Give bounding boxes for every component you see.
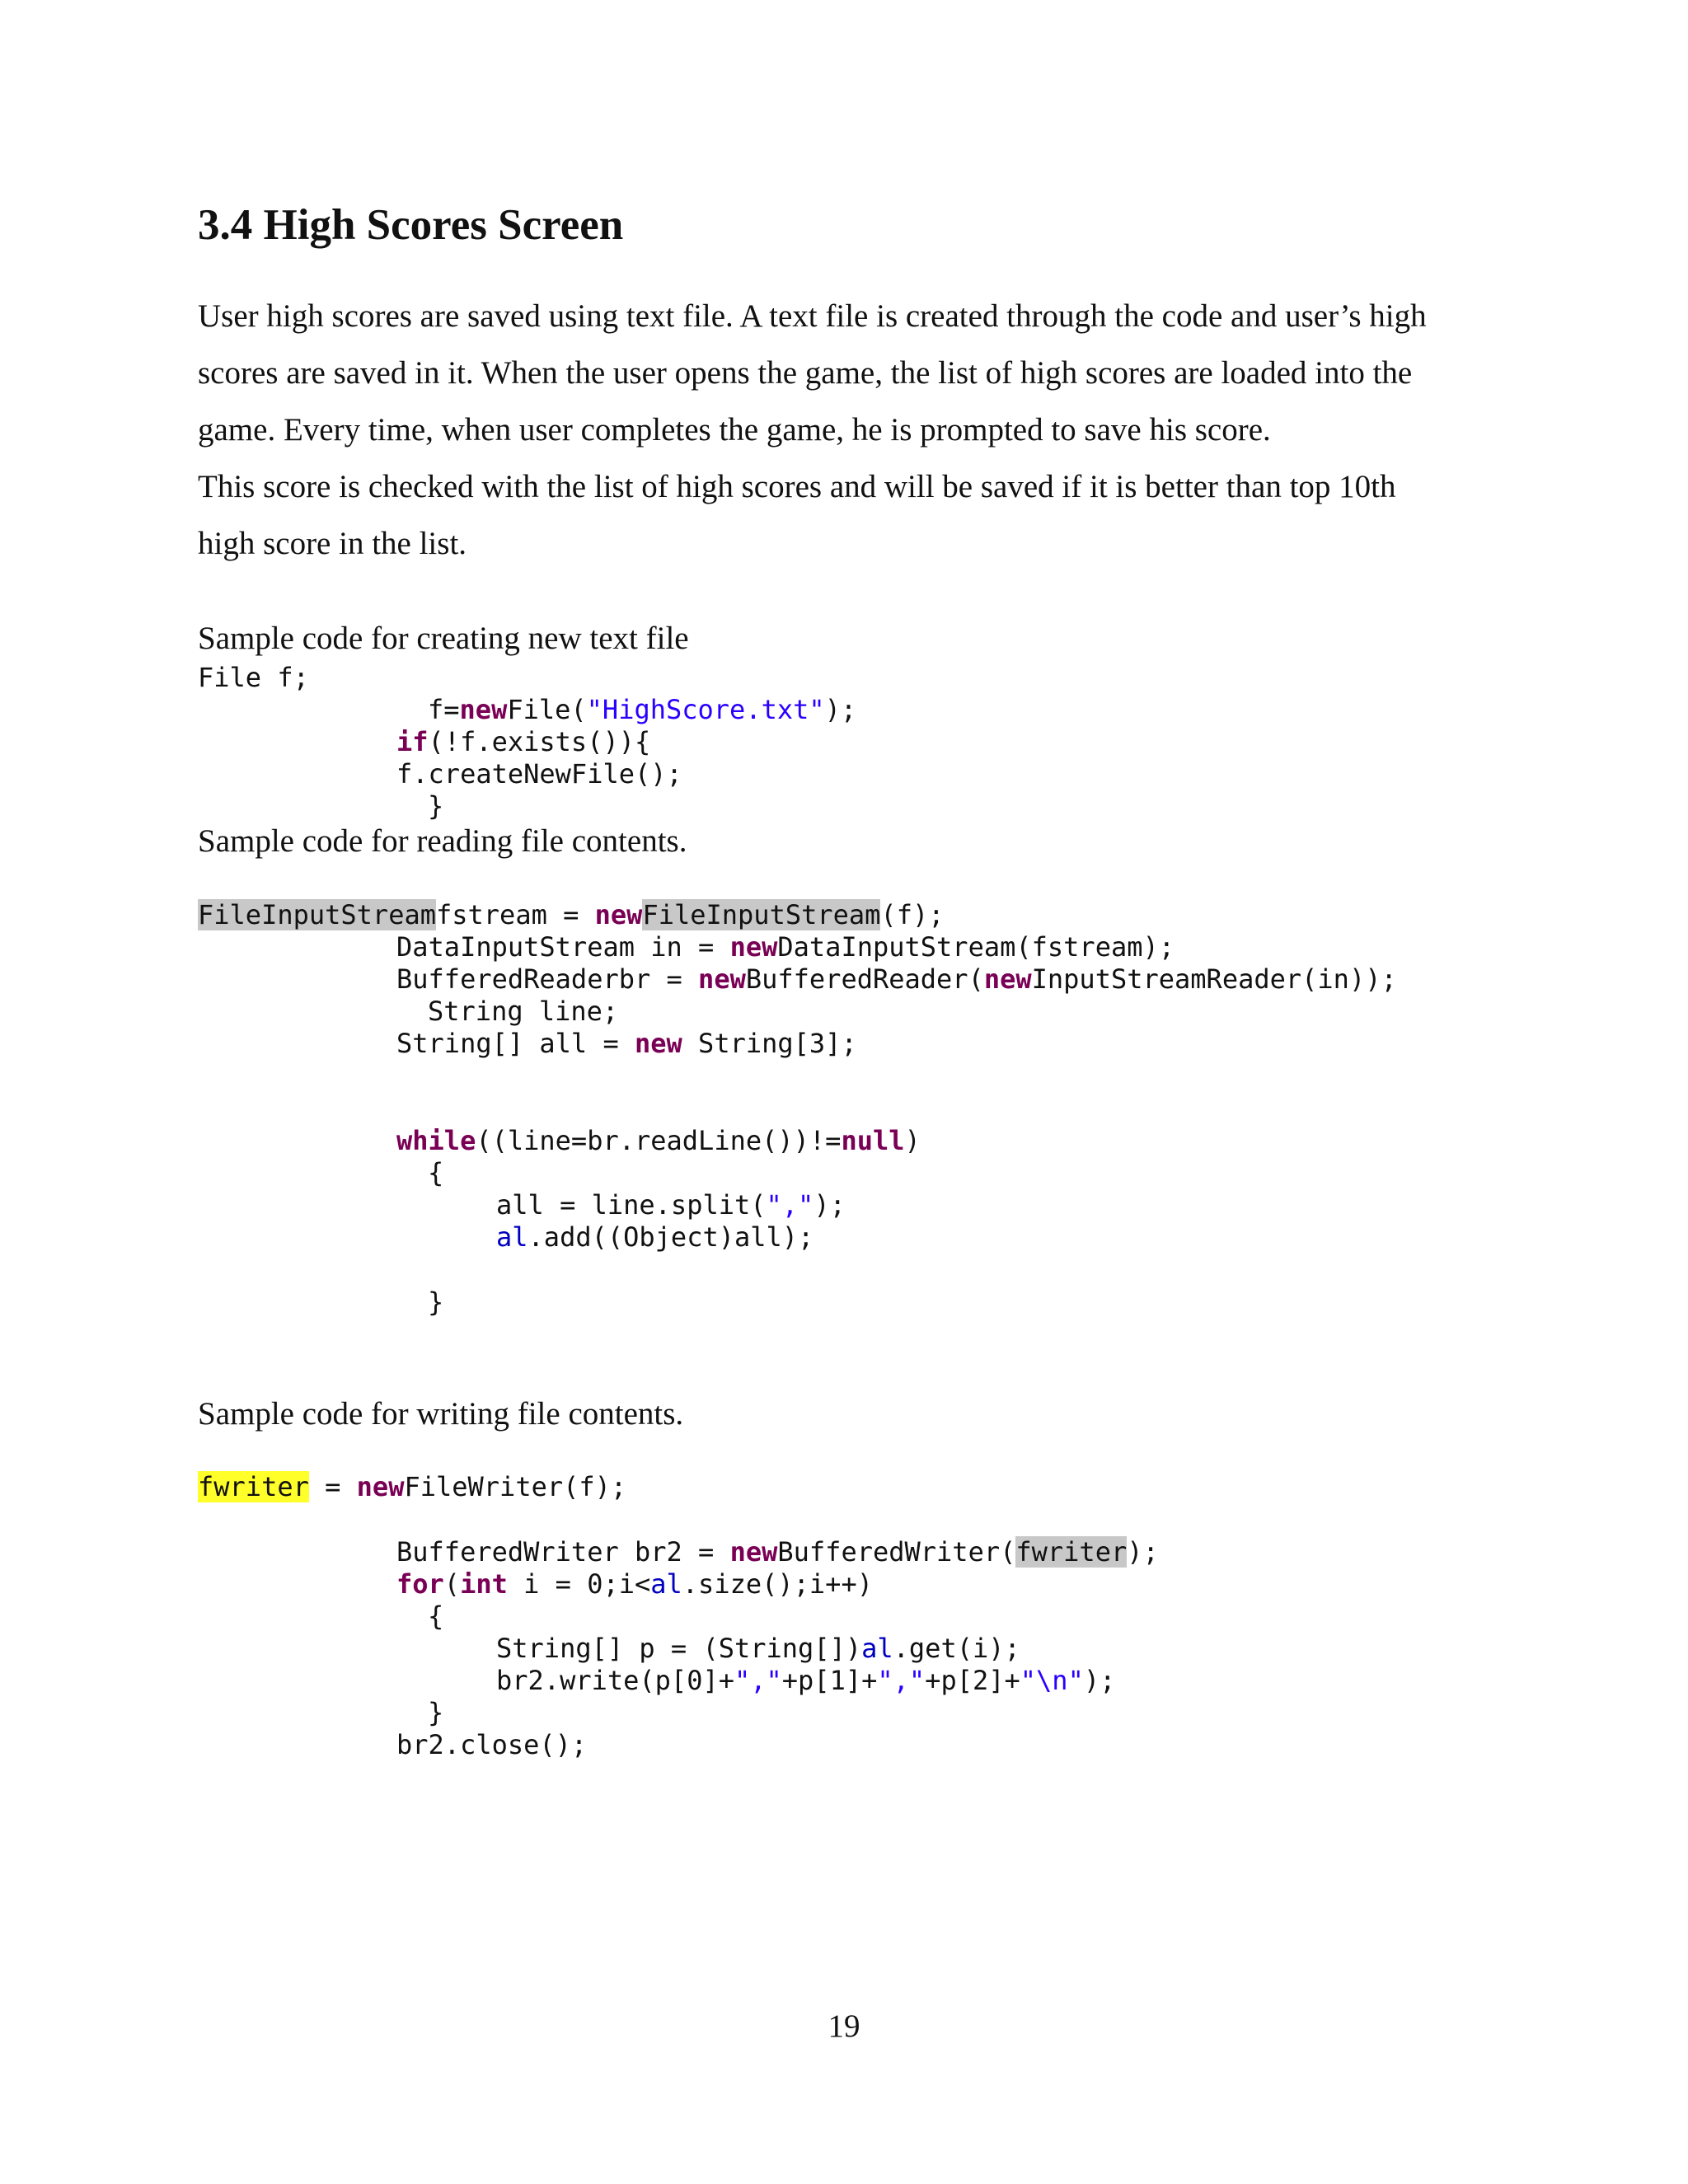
code-line: String[] p = (String[])al.get(i); [496,1633,1020,1664]
code-line: BufferedReaderbr = newBufferedReader(newInputStreamReader(in)); [396,963,1397,995]
code-line: String line; [428,996,619,1027]
code-line: { [428,1157,444,1188]
code-line: all = line.split(","); [496,1189,846,1221]
code-line: al.add((Object)all); [496,1221,814,1253]
paragraph-line: This score is checked with the list of high scores and will be saved if it is better than top 10th [198,469,1396,504]
paragraph-line: User high scores are saved using text file. A text file is created through the code and user’s high [198,298,1427,334]
code-line: DataInputStream in = newDataInputStream(fstream); [396,931,1175,963]
code-line: br2.write(p[0]+","+p[1]+","+p[2]+"\n"); [496,1665,1116,1696]
code-line: BufferedWriter br2 = newBufferedWriter(fwriter); [396,1536,1159,1568]
code-line: br2.close(); [396,1729,588,1760]
code-line: } [428,1286,444,1318]
label-write-code: Sample code for writing file contents. [198,1396,684,1432]
code-line: { [428,1601,444,1632]
code-line: f=newFile("HighScore.txt"); [428,694,857,725]
code-line: File f; [198,662,309,693]
code-line: } [428,790,444,822]
page-number: 19 [828,2008,860,2044]
section-heading: 3.4 High Scores Screen [198,201,624,249]
code-line: f.createNewFile(); [396,758,682,790]
paragraph-line: scores are saved in it. When the user opens the game, the list of high scores are loaded into the [198,355,1413,391]
code-line: fwriter = newFileWriter(f); [198,1471,627,1502]
paragraph-line: high score in the list. [198,526,467,561]
code-line: for(int i = 0;i<al.size();i++) [396,1568,873,1600]
paragraph-line: game. Every time, when user completes the game, he is prompted to save his score. [198,412,1271,448]
label-read-code: Sample code for reading file contents. [198,823,687,859]
code-line: if(!f.exists()){ [396,726,651,757]
label-create-code: Sample code for creating new text file [198,621,689,656]
code-line: String[] all = new String[3]; [396,1028,857,1059]
code-line: while((line=br.readLine())!=null) [396,1125,921,1156]
code-line: } [428,1697,444,1728]
code-line: FileInputStreamfstream = newFileInputStream(f); [198,899,945,930]
